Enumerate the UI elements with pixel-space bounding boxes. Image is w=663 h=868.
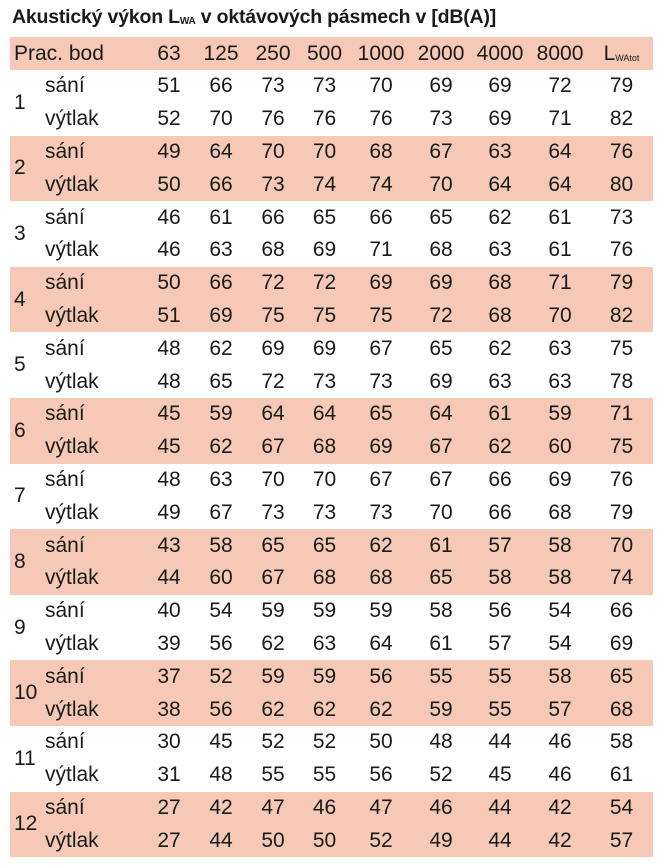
band-value: 73 — [369, 369, 393, 393]
total-value: 78 — [609, 369, 634, 393]
band-value: 49 — [143, 136, 195, 169]
band-value: 73 — [429, 107, 453, 131]
band-value: 56 — [350, 660, 412, 693]
band-value: 63 — [488, 369, 512, 393]
mode-label: sání — [42, 792, 143, 825]
band-value: 62 — [488, 336, 512, 360]
total-value: 58 — [609, 730, 634, 754]
mode-label: sání — [42, 529, 143, 562]
band-value: 48 — [157, 369, 181, 393]
band-value: 44 — [488, 730, 512, 754]
band-value: 66 — [195, 168, 247, 201]
band-value: 73 — [261, 500, 285, 524]
table-row — [10, 464, 653, 497]
band-value: 72 — [299, 267, 350, 300]
band-value: 49 — [157, 500, 181, 524]
band-value: 68 — [350, 562, 412, 595]
band-value: 69 — [312, 336, 337, 360]
band-value: 44 — [143, 562, 195, 595]
band-value: 31 — [157, 763, 181, 787]
band-value: 49 — [412, 824, 470, 857]
band-value: 56 — [195, 693, 247, 726]
band-value: 62 — [247, 693, 299, 726]
band-value: 68 — [350, 136, 412, 169]
mode-label: sání — [42, 136, 143, 169]
band-value: 62 — [209, 336, 233, 360]
band-value: 66 — [369, 205, 393, 229]
band-value: 46 — [299, 792, 350, 825]
band-value: 66 — [488, 467, 512, 491]
mode-label: sání — [45, 74, 85, 98]
operating-point: 7 — [14, 484, 26, 508]
band-value: 50 — [369, 730, 393, 754]
band-value: 71 — [530, 267, 590, 300]
band-value: 45 — [209, 730, 233, 754]
table-row — [10, 398, 653, 431]
total-value: 71 — [590, 398, 653, 431]
band-value: 73 — [247, 168, 299, 201]
table-row — [10, 332, 653, 365]
operating-point: 5 — [14, 353, 26, 377]
mode-label: výtlak — [42, 300, 143, 333]
band-value: 72 — [412, 300, 470, 333]
operating-point: 11 — [14, 746, 36, 770]
operating-point: 4 — [10, 267, 42, 333]
band-value: 75 — [350, 300, 412, 333]
band-value: 64 — [299, 398, 350, 431]
band-value: 66 — [209, 74, 233, 98]
table-row — [10, 726, 653, 759]
band-value: 54 — [548, 599, 572, 623]
band-value: 50 — [299, 824, 350, 857]
mode-label: výtlak — [42, 824, 143, 857]
band-value: 70 — [369, 74, 393, 98]
band-value: 74 — [350, 168, 412, 201]
band-value: 59 — [412, 693, 470, 726]
operating-point: 12 — [10, 792, 42, 858]
band-value: 61 — [429, 631, 453, 655]
band-value: 70 — [429, 500, 453, 524]
band-value: 59 — [247, 660, 299, 693]
header-row — [10, 37, 653, 70]
band-value: 57 — [530, 693, 590, 726]
band-value: 70 — [312, 467, 337, 491]
band-value: 51 — [157, 74, 181, 98]
band-value: 52 — [350, 824, 412, 857]
mode-label: sání — [45, 730, 85, 754]
band-value: 58 — [470, 562, 530, 595]
table-row — [10, 759, 653, 792]
band-value: 50 — [143, 267, 195, 300]
band-value: 44 — [195, 824, 247, 857]
band-value: 54 — [548, 631, 572, 655]
total-value: 79 — [609, 74, 634, 98]
band-value: 59 — [530, 398, 590, 431]
mode-label: sání — [45, 599, 85, 623]
band-value: 64 — [530, 136, 590, 169]
band-value: 69 — [261, 336, 285, 360]
total-value: 82 — [609, 107, 634, 131]
band-value: 27 — [143, 824, 195, 857]
band-value: 68 — [299, 431, 350, 464]
band-value: 69 — [350, 431, 412, 464]
band-value: 66 — [195, 267, 247, 300]
band-value: 73 — [369, 500, 393, 524]
table-title: Akustický výkon $L_{WA}$ v oktávových pásmech v [dB(A)] — [12, 6, 497, 28]
band-value: 64 — [247, 398, 299, 431]
total-value: 57 — [590, 824, 653, 857]
band-value: 68 — [470, 300, 530, 333]
band-value: 59 — [312, 599, 337, 623]
band-value: 58 — [530, 660, 590, 693]
band-value: 63 — [312, 631, 337, 655]
total-value: 74 — [590, 562, 653, 595]
band-value: 37 — [143, 660, 195, 693]
table-row — [10, 431, 653, 464]
band-value: 45 — [488, 763, 512, 787]
band-value: 76 — [369, 107, 393, 131]
band-value: 46 — [548, 730, 572, 754]
total-value: 76 — [609, 238, 634, 262]
band-value: 65 — [209, 369, 233, 393]
header-band: 4000 — [470, 37, 530, 70]
band-value: 51 — [143, 300, 195, 333]
total-value: 66 — [609, 599, 634, 623]
total-value: 76 — [590, 136, 653, 169]
band-value: 76 — [261, 107, 285, 131]
total-value: 76 — [609, 467, 634, 491]
band-value: 58 — [429, 599, 453, 623]
mode-label: sání — [45, 336, 85, 360]
band-value: 45 — [143, 398, 195, 431]
band-value: 58 — [530, 529, 590, 562]
band-value: 55 — [412, 660, 470, 693]
band-value: 42 — [530, 792, 590, 825]
mode-label: výtlak — [45, 500, 99, 524]
table-row — [10, 529, 653, 562]
band-value: 52 — [429, 763, 453, 787]
band-value: 39 — [157, 631, 181, 655]
table-row — [10, 300, 653, 333]
total-value: 79 — [609, 500, 634, 524]
band-value: 64 — [530, 168, 590, 201]
band-value: 63 — [548, 336, 572, 360]
table-row — [10, 496, 653, 529]
operating-point: 2 — [10, 136, 42, 202]
table-row — [10, 628, 653, 661]
mode-label: výtlak — [45, 631, 99, 655]
mode-label: výtlak — [42, 168, 143, 201]
band-value: 61 — [548, 238, 572, 262]
band-value: 62 — [350, 693, 412, 726]
band-value: 71 — [369, 238, 393, 262]
band-value: 65 — [429, 336, 453, 360]
band-value: 48 — [209, 763, 233, 787]
band-value: 61 — [470, 398, 530, 431]
band-value: 27 — [143, 792, 195, 825]
band-value: 65 — [299, 529, 350, 562]
band-value: 72 — [548, 74, 572, 98]
operating-point: 1 — [14, 90, 26, 114]
operating-point: 9 — [14, 615, 26, 639]
table-row — [10, 365, 653, 398]
mode-label: výtlak — [42, 693, 143, 726]
total-value: 75 — [590, 431, 653, 464]
band-value: 73 — [312, 369, 337, 393]
band-value: 48 — [157, 336, 181, 360]
band-value: 30 — [157, 730, 181, 754]
header-band: 250 — [247, 37, 299, 70]
band-value: 73 — [312, 74, 337, 98]
band-value: 56 — [209, 631, 233, 655]
band-value: 55 — [470, 693, 530, 726]
table-row — [10, 660, 653, 693]
total-value: 75 — [609, 336, 634, 360]
mode-label: výtlak — [45, 238, 99, 262]
band-value: 63 — [209, 467, 233, 491]
band-value: 69 — [548, 467, 572, 491]
mode-label: sání — [42, 267, 143, 300]
band-value: 52 — [261, 730, 285, 754]
band-value: 66 — [261, 205, 285, 229]
band-value: 63 — [488, 238, 512, 262]
band-value: 69 — [488, 107, 512, 131]
band-value: 73 — [312, 500, 337, 524]
band-value: 64 — [195, 136, 247, 169]
band-value: 75 — [299, 300, 350, 333]
band-value: 62 — [299, 693, 350, 726]
band-value: 47 — [350, 792, 412, 825]
band-value: 62 — [195, 431, 247, 464]
band-value: 67 — [247, 562, 299, 595]
band-value: 62 — [261, 631, 285, 655]
band-value: 52 — [312, 730, 337, 754]
header-point-label: Prac. bod — [10, 37, 143, 70]
mode-label: sání — [42, 398, 143, 431]
header-band: 8000 — [530, 37, 590, 70]
band-value: 45 — [143, 431, 195, 464]
band-value: 65 — [429, 205, 453, 229]
mode-label: sání — [45, 205, 85, 229]
band-value: 58 — [530, 562, 590, 595]
band-value: 42 — [530, 824, 590, 857]
band-value: 68 — [470, 267, 530, 300]
band-value: 70 — [247, 136, 299, 169]
band-value: 68 — [548, 500, 572, 524]
band-value: 69 — [195, 300, 247, 333]
band-value: 40 — [157, 599, 181, 623]
table-row — [10, 168, 653, 201]
total-value: 69 — [609, 631, 634, 655]
total-value: 54 — [590, 792, 653, 825]
band-value: 69 — [488, 74, 512, 98]
band-value: 69 — [429, 369, 453, 393]
band-value: 38 — [143, 693, 195, 726]
table-row — [10, 824, 653, 857]
band-value: 43 — [143, 529, 195, 562]
operating-point: 6 — [10, 398, 42, 464]
table-row — [10, 103, 653, 136]
total-value: 61 — [609, 763, 634, 787]
mode-label: výtlak — [42, 431, 143, 464]
band-value: 62 — [470, 431, 530, 464]
header-total: $L_{WAtot}$ — [590, 37, 653, 70]
band-value: 75 — [247, 300, 299, 333]
band-value: 68 — [261, 238, 285, 262]
operating-point: 10 — [10, 660, 42, 726]
header-band: 63 — [143, 37, 195, 70]
mode-label: výtlak — [45, 107, 99, 131]
band-value: 50 — [247, 824, 299, 857]
table-row — [10, 562, 653, 595]
band-value: 55 — [470, 660, 530, 693]
band-value: 52 — [157, 107, 181, 131]
band-value: 58 — [195, 529, 247, 562]
acoustic-power-table — [10, 37, 653, 857]
table-row — [10, 792, 653, 825]
band-value: 46 — [548, 763, 572, 787]
band-value: 69 — [350, 267, 412, 300]
mode-label: výtlak — [42, 562, 143, 595]
band-value: 72 — [261, 369, 285, 393]
operating-point: 8 — [10, 529, 42, 595]
band-value: 62 — [350, 529, 412, 562]
band-value: 64 — [412, 398, 470, 431]
band-value: 64 — [369, 631, 393, 655]
band-value: 70 — [209, 107, 233, 131]
band-value: 46 — [157, 205, 181, 229]
band-value: 54 — [209, 599, 233, 623]
band-value: 67 — [429, 467, 453, 491]
band-value: 55 — [261, 763, 285, 787]
band-value: 64 — [470, 168, 530, 201]
band-value: 69 — [412, 267, 470, 300]
table-row — [10, 595, 653, 628]
band-value: 55 — [312, 763, 337, 787]
band-value: 67 — [247, 431, 299, 464]
band-value: 59 — [299, 660, 350, 693]
band-value: 44 — [470, 792, 530, 825]
band-value: 65 — [412, 562, 470, 595]
total-value: 65 — [590, 660, 653, 693]
table-row — [10, 136, 653, 169]
band-value: 65 — [247, 529, 299, 562]
band-value: 63 — [470, 136, 530, 169]
band-value: 71 — [548, 107, 572, 131]
band-value: 59 — [369, 599, 393, 623]
band-value: 67 — [412, 431, 470, 464]
mode-label: sání — [42, 660, 143, 693]
header-band: 500 — [299, 37, 350, 70]
band-value: 65 — [312, 205, 337, 229]
total-value: 68 — [590, 693, 653, 726]
operating-point: 3 — [14, 221, 26, 245]
band-value: 44 — [470, 824, 530, 857]
band-value: 68 — [299, 562, 350, 595]
total-value: 73 — [609, 205, 634, 229]
band-value: 67 — [369, 467, 393, 491]
band-value: 65 — [350, 398, 412, 431]
total-value: 79 — [590, 267, 653, 300]
band-value: 61 — [209, 205, 233, 229]
band-value: 70 — [261, 467, 285, 491]
band-value: 72 — [247, 267, 299, 300]
band-value: 52 — [195, 660, 247, 693]
band-value: 50 — [143, 168, 195, 201]
band-value: 56 — [369, 763, 393, 787]
mode-label: výtlak — [45, 763, 99, 787]
band-value: 57 — [488, 631, 512, 655]
table-row — [10, 234, 653, 267]
band-value: 67 — [412, 136, 470, 169]
band-value: 66 — [488, 500, 512, 524]
total-value: 82 — [590, 300, 653, 333]
band-value: 48 — [157, 467, 181, 491]
band-value: 63 — [209, 238, 233, 262]
mode-label: sání — [45, 467, 85, 491]
band-value: 70 — [412, 168, 470, 201]
table-row — [10, 267, 653, 300]
band-value: 73 — [261, 74, 285, 98]
band-value: 70 — [530, 300, 590, 333]
band-value: 63 — [548, 369, 572, 393]
header-band: 2000 — [412, 37, 470, 70]
band-value: 76 — [312, 107, 337, 131]
band-value: 62 — [488, 205, 512, 229]
band-value: 48 — [429, 730, 453, 754]
band-value: 61 — [412, 529, 470, 562]
band-value: 56 — [488, 599, 512, 623]
band-value: 69 — [312, 238, 337, 262]
table-row — [10, 201, 653, 234]
band-value: 70 — [299, 136, 350, 169]
band-value: 68 — [429, 238, 453, 262]
header-band: 1000 — [350, 37, 412, 70]
total-value: 70 — [590, 529, 653, 562]
band-value: 47 — [247, 792, 299, 825]
header-band: 125 — [195, 37, 247, 70]
table-row — [10, 693, 653, 726]
band-value: 69 — [429, 74, 453, 98]
band-value: 60 — [195, 562, 247, 595]
band-value: 42 — [195, 792, 247, 825]
band-value: 60 — [530, 431, 590, 464]
band-value: 46 — [157, 238, 181, 262]
band-value: 61 — [548, 205, 572, 229]
band-value: 67 — [209, 500, 233, 524]
band-value: 67 — [369, 336, 393, 360]
band-value: 59 — [261, 599, 285, 623]
mode-label: výtlak — [45, 369, 99, 393]
total-value: 80 — [590, 168, 653, 201]
table-row — [10, 70, 653, 103]
band-value: 57 — [470, 529, 530, 562]
band-value: 46 — [412, 792, 470, 825]
band-value: 59 — [195, 398, 247, 431]
band-value: 74 — [299, 168, 350, 201]
